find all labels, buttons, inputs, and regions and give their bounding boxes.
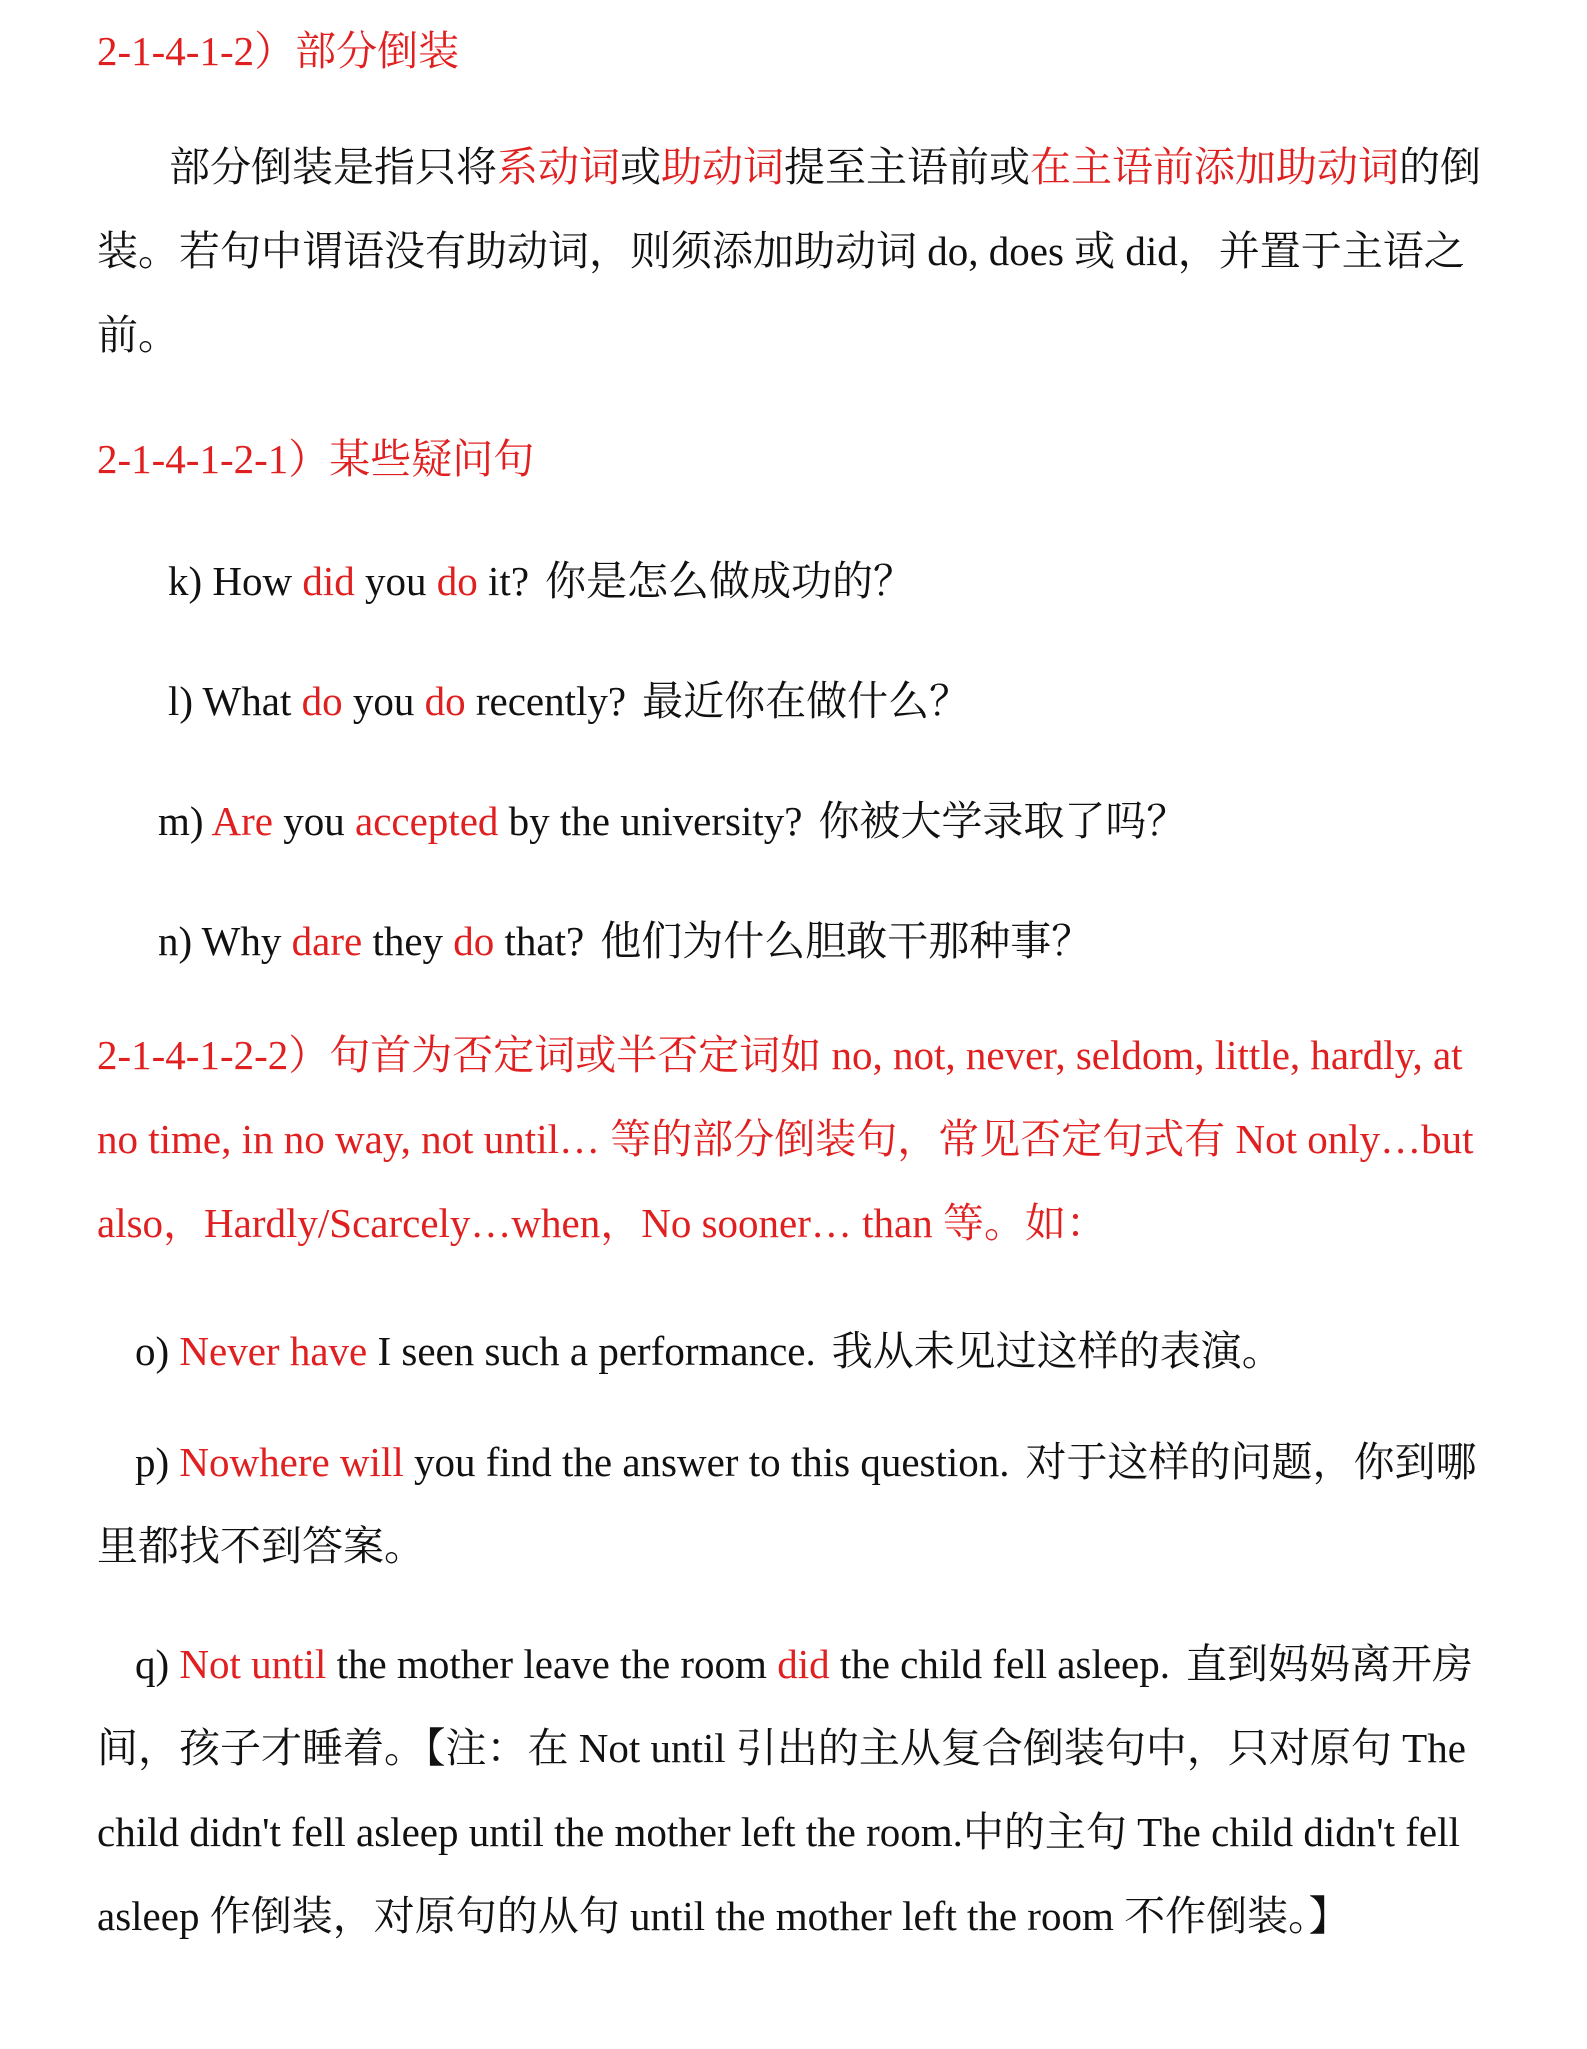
example-text: it? [477, 558, 530, 604]
example-highlight: Not until [179, 1641, 327, 1687]
example-text: they [362, 918, 454, 964]
example-text: I seen such a performance. [367, 1328, 816, 1374]
example-translation: 对于这样的问题，你到哪里都找不到答案。 [97, 1439, 1477, 1569]
example-highlight: did [777, 1641, 830, 1687]
example-translation: 最近你在做什么？ [642, 678, 971, 724]
section-heading-partial-inversion: 2-1-4-1-2）部分倒装 [97, 28, 460, 74]
para1-text: 的倒装。若句中谓语没有助动词，则须添加助动词 do, does 或 did，并置于主语之前。 [97, 144, 1481, 358]
example-highlight: accepted [355, 798, 499, 844]
example-text: m) [158, 798, 212, 844]
example-text: you [273, 798, 356, 844]
para1-text: 提至主语前或 [784, 144, 1030, 190]
para1-text: 部分倒装是指只将 [169, 144, 497, 190]
example-text: recently? [465, 678, 627, 724]
example-text: you find the answer to this question. [403, 1439, 1010, 1485]
example-text: the mother leave the room [326, 1641, 778, 1687]
example-text: k) How [168, 558, 303, 604]
para1-highlight-auxiliary: 助动词 [661, 144, 784, 190]
example-q [97, 1622, 1497, 1958]
para1-text: 或 [620, 144, 661, 190]
example-text: l) What [168, 678, 302, 724]
subsection-heading-questions: 2-1-4-1-2-1）某些疑问句 [97, 436, 535, 482]
example-highlight: Are [211, 798, 274, 844]
para1-highlight-linking-verb: 系动词 [497, 144, 620, 190]
example-n [158, 908, 1092, 967]
example-text: you [342, 678, 425, 724]
para1-highlight-add-auxiliary: 在主语前添加助动词 [1030, 144, 1399, 190]
example-highlight: did [302, 558, 355, 604]
example-highlight: do [301, 678, 343, 724]
example-highlight: do [436, 558, 478, 604]
example-translation: 你是怎么做成功的？ [545, 558, 915, 604]
example-text: p) [135, 1439, 180, 1485]
example-text: n) Why [158, 918, 292, 964]
example-translation: 你被大学录取了吗？ [818, 798, 1188, 844]
example-highlight: do [424, 678, 466, 724]
example-text: you [354, 558, 437, 604]
example-translation: 我从未见过这样的表演。 [831, 1328, 1283, 1374]
example-highlight: dare [291, 918, 363, 964]
example-o [135, 1318, 1283, 1377]
example-text: the child fell asleep. [829, 1641, 1170, 1687]
paragraph-definition [97, 125, 1497, 377]
example-text: that? [494, 918, 585, 964]
example-text: q) [135, 1641, 180, 1687]
example-highlight: Nowhere will [179, 1439, 404, 1485]
example-m [158, 788, 1187, 847]
subsection-heading-negative-inversion: 2-1-4-1-2-2）句首为否定词或半否定词如 no, not, never, seldom, little, hardly, at no time, in no way, not until… 等的部分倒装句，常见否定句式有 Not only…but also，Hardly/Scarcely…when，No sooner… than 等。如： [97, 1032, 1474, 1246]
example-k [168, 548, 914, 607]
example-p [97, 1420, 1497, 1588]
example-highlight: Never have [179, 1328, 368, 1374]
example-text: o) [135, 1328, 180, 1374]
example-l [168, 668, 970, 727]
example-highlight: do [453, 918, 495, 964]
example-translation: 他们为什么胆敢干那种事？ [600, 918, 1093, 964]
example-translation-and-note: 直到妈妈离开房间，孩子才睡着。【注：在 Not until 引出的主从复合倒装句中，只对原句 The child didn't fell asleep until the mother left the room.中的主句 The child didn't fell asleep 作倒装，对原句的从句 until the mother left the room 不作倒装。】 [97, 1641, 1473, 1939]
example-text: by the university? [498, 798, 803, 844]
